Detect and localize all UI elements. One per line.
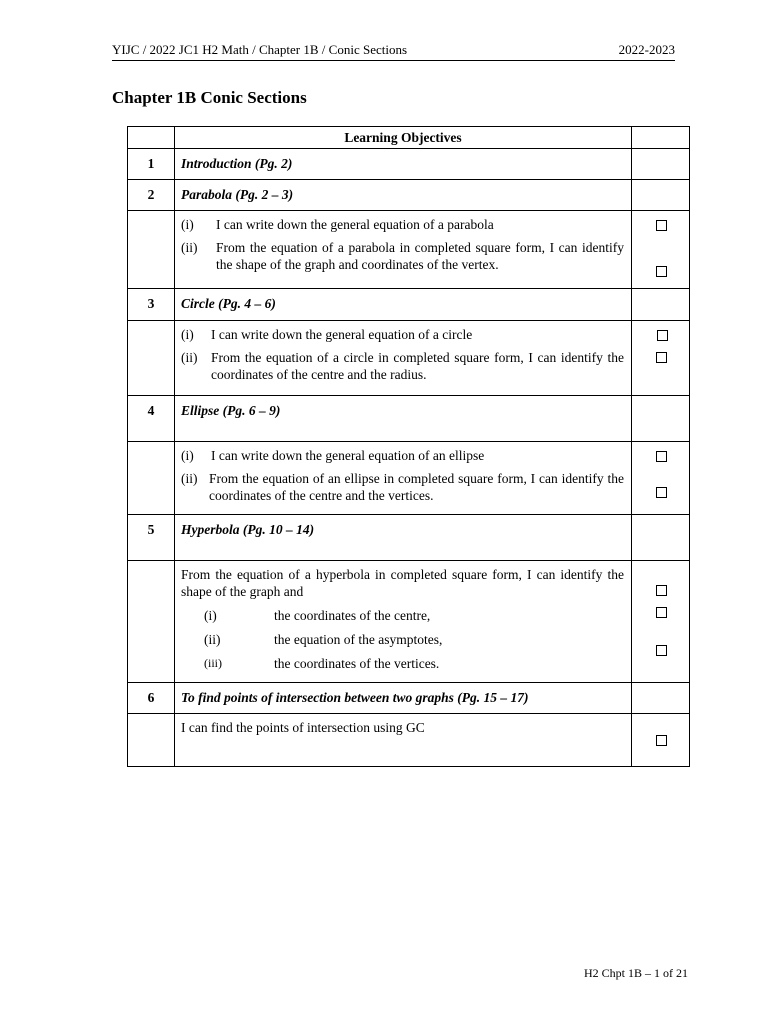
objectives-row-circle xyxy=(128,321,690,396)
objective-item xyxy=(181,326,624,343)
objective-text: the coordinates of the vertices. xyxy=(274,656,440,671)
checkbox[interactable] xyxy=(656,352,667,363)
section-number: 5 xyxy=(128,515,175,561)
section-title: Parabola (Pg. 2 – 3) xyxy=(175,180,632,211)
objective-text: I can write down the general equation of a circle xyxy=(211,327,473,342)
objective-text: the coordinates of the centre, xyxy=(274,608,431,623)
objective-label: (ii) xyxy=(181,350,198,365)
section-number: 1 xyxy=(128,149,175,180)
objectives-cell xyxy=(175,442,632,515)
objectives-cell xyxy=(175,321,632,396)
objective-text: I can find the points of intersection using GC xyxy=(181,720,425,735)
objective-text: From the equation of a parabola in completed square form, I can identify the shape of the graph and coordinates of the vertex. xyxy=(216,240,624,272)
objective-label: (iii) xyxy=(204,656,222,670)
checkbox[interactable] xyxy=(656,220,667,231)
checkbox[interactable] xyxy=(656,451,667,462)
objectives-cell xyxy=(175,211,632,289)
section-title: Ellipse (Pg. 6 – 9) xyxy=(175,396,632,442)
objectives-cell xyxy=(175,561,632,683)
objective-item xyxy=(181,239,624,273)
objective-text: From the equation of a circle in completed square form, I can identify the coordinates of the centre and the radius. xyxy=(211,350,624,382)
objective-text: I can write down the general equation of a parabola xyxy=(216,217,494,232)
table-header-label: Learning Objectives xyxy=(175,127,632,149)
checkbox[interactable] xyxy=(656,735,667,746)
section-title: To find points of intersection between two graphs (Pg. 15 – 17) xyxy=(175,683,632,714)
objective-text: I can write down the general equation of an ellipse xyxy=(211,448,485,463)
objective-item xyxy=(181,216,624,233)
section-title: Introduction (Pg. 2) xyxy=(175,149,632,180)
page-footer: H2 Chpt 1B – 1 of 21 xyxy=(583,966,688,980)
objectives-row-parabola xyxy=(128,211,690,289)
objective-item xyxy=(181,470,624,504)
section-row-circle xyxy=(128,289,690,321)
header-year: 2022-2023 xyxy=(618,42,675,57)
objective-item xyxy=(181,631,624,648)
objective-item xyxy=(181,447,624,464)
objective-label: (i) xyxy=(181,217,194,232)
checkbox[interactable] xyxy=(656,585,667,596)
section-row-ellipse xyxy=(128,396,690,442)
objective-label: (i) xyxy=(181,448,194,463)
objective-label: (ii) xyxy=(204,632,221,647)
objective-item xyxy=(181,607,624,624)
objective-intro: From the equation of a hyperbola in completed square form, I can identify the shape of the graph and xyxy=(181,567,624,599)
learning-objectives-table xyxy=(127,126,690,767)
objective-text: the equation of the asymptotes, xyxy=(274,632,443,647)
checkbox[interactable] xyxy=(656,266,667,277)
section-number: 3 xyxy=(128,289,175,321)
running-header xyxy=(112,42,675,61)
checkbox[interactable] xyxy=(657,330,668,341)
checkbox[interactable] xyxy=(656,607,667,618)
objectives-row-hyperbola xyxy=(128,561,690,683)
section-row-parabola xyxy=(128,180,690,211)
header-course-path: YIJC / 2022 JC1 H2 Math / Chapter 1B / Conic Sections xyxy=(112,42,408,57)
section-row-introduction xyxy=(128,149,690,180)
checkbox[interactable] xyxy=(656,487,667,498)
section-number: 4 xyxy=(128,396,175,442)
objective-item xyxy=(181,349,624,383)
objective-label: (i) xyxy=(181,327,194,342)
objective-text: From the equation of an ellipse in completed square form, I can identify the coordinates of the centre and the vertices. xyxy=(209,471,624,503)
table-header-row xyxy=(128,127,690,149)
section-row-hyperbola xyxy=(128,515,690,561)
objective-item xyxy=(181,655,624,672)
section-title: Circle (Pg. 4 – 6) xyxy=(175,289,632,321)
section-row-intersection xyxy=(128,683,690,714)
objectives-row-intersection xyxy=(128,714,690,767)
checkbox[interactable] xyxy=(656,645,667,656)
objective-label: (ii) xyxy=(181,240,198,255)
objective-label: (ii) xyxy=(181,471,198,486)
section-title: Hyperbola (Pg. 10 – 14) xyxy=(175,515,632,561)
page-title: Chapter 1B Conic Sections xyxy=(112,88,307,107)
objective-label: (i) xyxy=(204,608,217,623)
objectives-cell xyxy=(175,714,632,767)
objectives-row-ellipse xyxy=(128,442,690,515)
section-number: 6 xyxy=(128,683,175,714)
section-number: 2 xyxy=(128,180,175,211)
